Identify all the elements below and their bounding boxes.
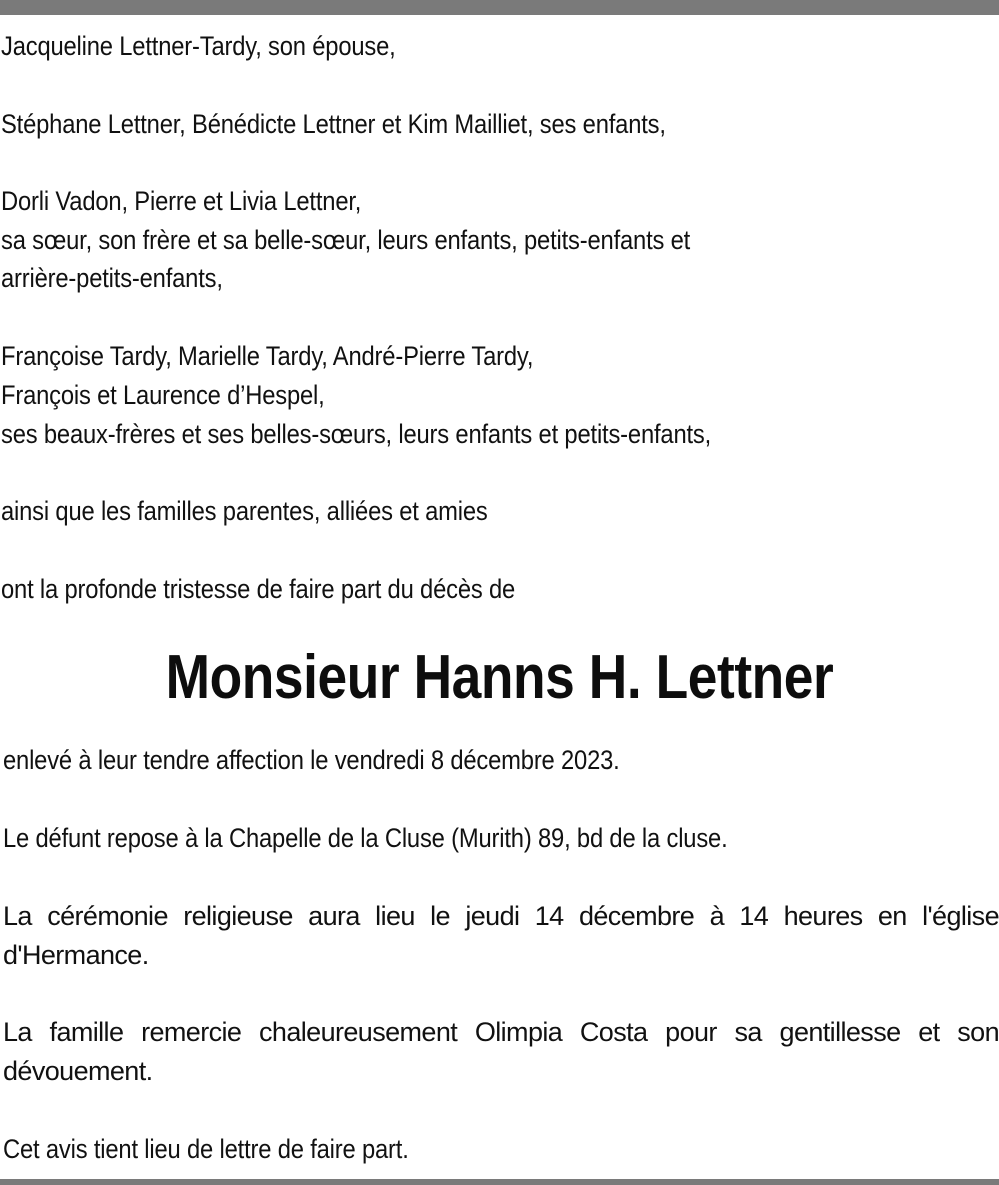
inlaws-names-continued: François et Laurence d’Hespel, xyxy=(1,380,325,410)
inlaws-names: Françoise Tardy, Marielle Tardy, André-Pierre Tardy, xyxy=(1,341,534,371)
spouse-line: Jacqueline Lettner-Tardy, son épouse, xyxy=(1,31,396,61)
inlaws-description: ses beaux-frères et ses belles-sœurs, leurs enfants et petits-enfants, xyxy=(1,419,712,449)
closing-line: Cet avis tient lieu de lettre de faire part. xyxy=(3,1134,409,1164)
siblings-names: Dorli Vadon, Pierre et Livia Lettner, xyxy=(1,186,362,216)
bottom-rule xyxy=(0,1179,999,1185)
ceremony-paragraph: La cérémonie religieuse aura lieu le jeudi 14 décembre à 14 heures en l'église d'Hermance. xyxy=(3,901,999,970)
others-line: ainsi que les familles parentes, alliées et amies xyxy=(1,496,488,526)
siblings-description: sa sœur, son frère et sa belle-sœur, leurs enfants, petits-enfants et xyxy=(1,225,691,255)
death-line: enlevé à leur tendre affection le vendredi 8 décembre 2023. xyxy=(3,745,620,775)
children-line: Stéphane Lettner, Bénédicte Lettner et Kim Mailliet, ses enfants, xyxy=(1,109,666,139)
deceased-name: Monsieur Hanns H. Lettner xyxy=(165,643,834,712)
rest-line: Le défunt repose à la Chapelle de la Cluse (Murith) 89, bd de la cluse. xyxy=(3,823,728,853)
top-rule xyxy=(0,0,999,15)
announcement-line: ont la profonde tristesse de faire part du décès de xyxy=(1,574,516,604)
thanks-paragraph: La famille remercie chaleureusement Olimpia Costa pour sa gentillesse et son dévouement. xyxy=(3,1017,999,1086)
siblings-description-continued: arrière-petits-enfants, xyxy=(1,263,223,293)
